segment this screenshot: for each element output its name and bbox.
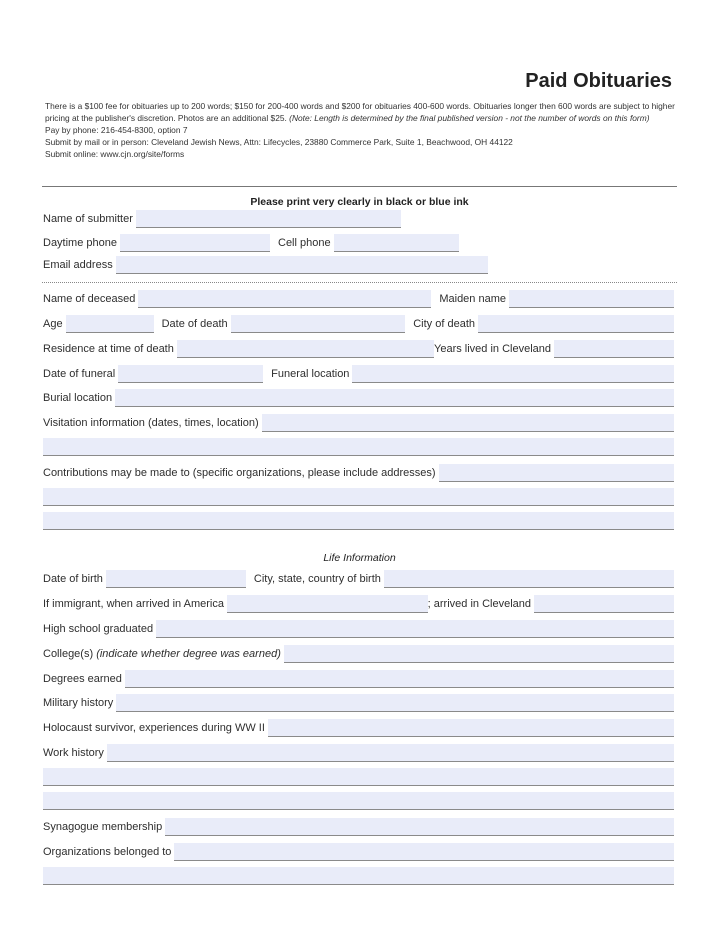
visitation-field-line-2[interactable] bbox=[43, 438, 674, 456]
residence-row bbox=[43, 340, 674, 358]
contributions-row bbox=[43, 464, 674, 482]
degrees-field[interactable] bbox=[125, 670, 674, 688]
work-field-line-2[interactable] bbox=[43, 768, 674, 786]
date-of-death-field[interactable] bbox=[231, 315, 406, 333]
holocaust-label: Holocaust survivor, experiences during WW II bbox=[43, 722, 265, 734]
mail-info: Submit by mail or in person: Cleveland Jewish News, Attn: Lifecycles, 23880 Commerce Park, Suite 1, Beachwood, OH 44122 bbox=[45, 137, 513, 147]
deceased-name-row bbox=[43, 290, 674, 308]
years-cleveland-field[interactable] bbox=[554, 340, 674, 358]
contributions-field-line-3[interactable] bbox=[43, 512, 674, 530]
daytime-phone-field[interactable] bbox=[120, 234, 270, 252]
military-field[interactable] bbox=[116, 694, 674, 712]
birth-row bbox=[43, 570, 674, 588]
work-field[interactable] bbox=[107, 744, 674, 762]
organizations-field-line-2[interactable] bbox=[43, 867, 674, 885]
burial-row bbox=[43, 389, 674, 407]
pay-info: Pay by phone: 216-454-8300, option 7 bbox=[45, 125, 188, 135]
maiden-name-label: Maiden name bbox=[439, 293, 506, 305]
submitter-name-row bbox=[43, 210, 674, 228]
work-label: Work history bbox=[43, 747, 104, 759]
dotted-divider bbox=[42, 282, 677, 283]
high-school-row bbox=[43, 620, 674, 638]
immigrant-label: If immigrant, when arrived in America bbox=[43, 598, 224, 610]
fee-text: There is a $100 fee for obituaries up to 200 words; $150 for 200-400 words and $200 for obituaries 400-600 words. Obituaries longer then 600 words are subject to higher pricing at the publisher's discretion. Photos are an additional $25. bbox=[45, 101, 675, 123]
colleges-label bbox=[43, 647, 284, 663]
work-row bbox=[43, 744, 674, 762]
email-row bbox=[43, 256, 674, 274]
colleges-field[interactable] bbox=[284, 645, 674, 663]
contributions-field[interactable] bbox=[439, 464, 674, 482]
date-of-birth-label: Date of birth bbox=[43, 573, 103, 585]
military-row bbox=[43, 694, 674, 712]
birth-place-label: City, state, country of birth bbox=[253, 573, 381, 585]
funeral-location-field[interactable] bbox=[352, 365, 674, 383]
contributions-field-line-2[interactable] bbox=[43, 488, 674, 506]
degrees-row bbox=[43, 670, 674, 688]
holocaust-row bbox=[43, 719, 674, 737]
birth-place-field[interactable] bbox=[384, 570, 674, 588]
section-divider bbox=[42, 186, 677, 187]
submitter-name-field[interactable] bbox=[136, 210, 401, 228]
online-info: Submit online: www.cjn.org/site/forms bbox=[45, 149, 185, 159]
age-field[interactable] bbox=[66, 315, 154, 333]
fee-info bbox=[45, 100, 675, 124]
phone-row bbox=[43, 234, 674, 252]
residence-label: Residence at time of death bbox=[43, 343, 174, 355]
high-school-label: High school graduated bbox=[43, 623, 154, 635]
length-note: (Note: Length is determined by the final published version - not the number of words on this form) bbox=[289, 113, 650, 123]
age-label: Age bbox=[43, 318, 63, 330]
city-of-death-field[interactable] bbox=[478, 315, 674, 333]
contributions-label: Contributions may be made to (specific organizations, please include addresses) bbox=[43, 467, 436, 479]
work-field-line-3[interactable] bbox=[43, 792, 674, 810]
date-funeral-label: Date of funeral bbox=[43, 368, 116, 380]
age-death-row bbox=[43, 315, 674, 333]
immigrant-row bbox=[43, 595, 674, 613]
organizations-label: Organizations belonged to bbox=[43, 846, 172, 858]
synagogue-label: Synagogue membership bbox=[43, 821, 163, 833]
degrees-label: Degrees earned bbox=[43, 673, 122, 685]
date-of-death-label: Date of death bbox=[161, 318, 228, 330]
funeral-location-label: Funeral location bbox=[271, 368, 350, 380]
immigrant-arrival-field[interactable] bbox=[227, 595, 428, 613]
burial-location-field[interactable] bbox=[115, 389, 674, 407]
print-instruction: Please print very clearly in black or blue ink bbox=[250, 196, 469, 208]
visitation-label: Visitation information (dates, times, location) bbox=[43, 417, 259, 429]
synagogue-field[interactable] bbox=[165, 818, 674, 836]
page-title: Paid Obituaries bbox=[525, 70, 672, 92]
colleges-note: (indicate whether degree was earned) bbox=[96, 648, 281, 660]
high-school-field[interactable] bbox=[156, 620, 674, 638]
holocaust-field[interactable] bbox=[268, 719, 674, 737]
deceased-name-field[interactable] bbox=[138, 290, 431, 308]
city-of-death-label: City of death bbox=[413, 318, 475, 330]
years-cleveland-label: Years lived in Cleveland bbox=[434, 343, 551, 355]
deceased-name-label: Name of deceased bbox=[43, 293, 136, 305]
arrived-cleveland-label: ; arrived in Cleveland bbox=[427, 598, 531, 610]
burial-location-label: Burial location bbox=[43, 392, 113, 404]
cell-phone-label: Cell phone bbox=[278, 237, 331, 249]
arrived-cleveland-field[interactable] bbox=[534, 595, 674, 613]
email-field[interactable] bbox=[116, 256, 488, 274]
residence-field[interactable] bbox=[177, 340, 434, 358]
daytime-phone-label: Daytime phone bbox=[43, 237, 117, 249]
military-label: Military history bbox=[43, 697, 114, 709]
organizations-row bbox=[43, 843, 674, 861]
synagogue-row bbox=[43, 818, 674, 836]
visitation-row bbox=[43, 414, 674, 432]
life-information-heading: Life Information bbox=[323, 552, 396, 564]
date-of-birth-field[interactable] bbox=[106, 570, 246, 588]
colleges-row bbox=[43, 645, 674, 663]
intro-text bbox=[45, 100, 675, 160]
organizations-field[interactable] bbox=[174, 843, 674, 861]
funeral-row bbox=[43, 365, 674, 383]
maiden-name-field[interactable] bbox=[509, 290, 674, 308]
cell-phone-field[interactable] bbox=[334, 234, 459, 252]
submitter-name-label: Name of submitter bbox=[43, 213, 133, 225]
colleges-label-text: College(s) bbox=[43, 648, 97, 660]
email-label: Email address bbox=[43, 259, 113, 271]
visitation-field[interactable] bbox=[262, 414, 674, 432]
date-funeral-field[interactable] bbox=[118, 365, 263, 383]
